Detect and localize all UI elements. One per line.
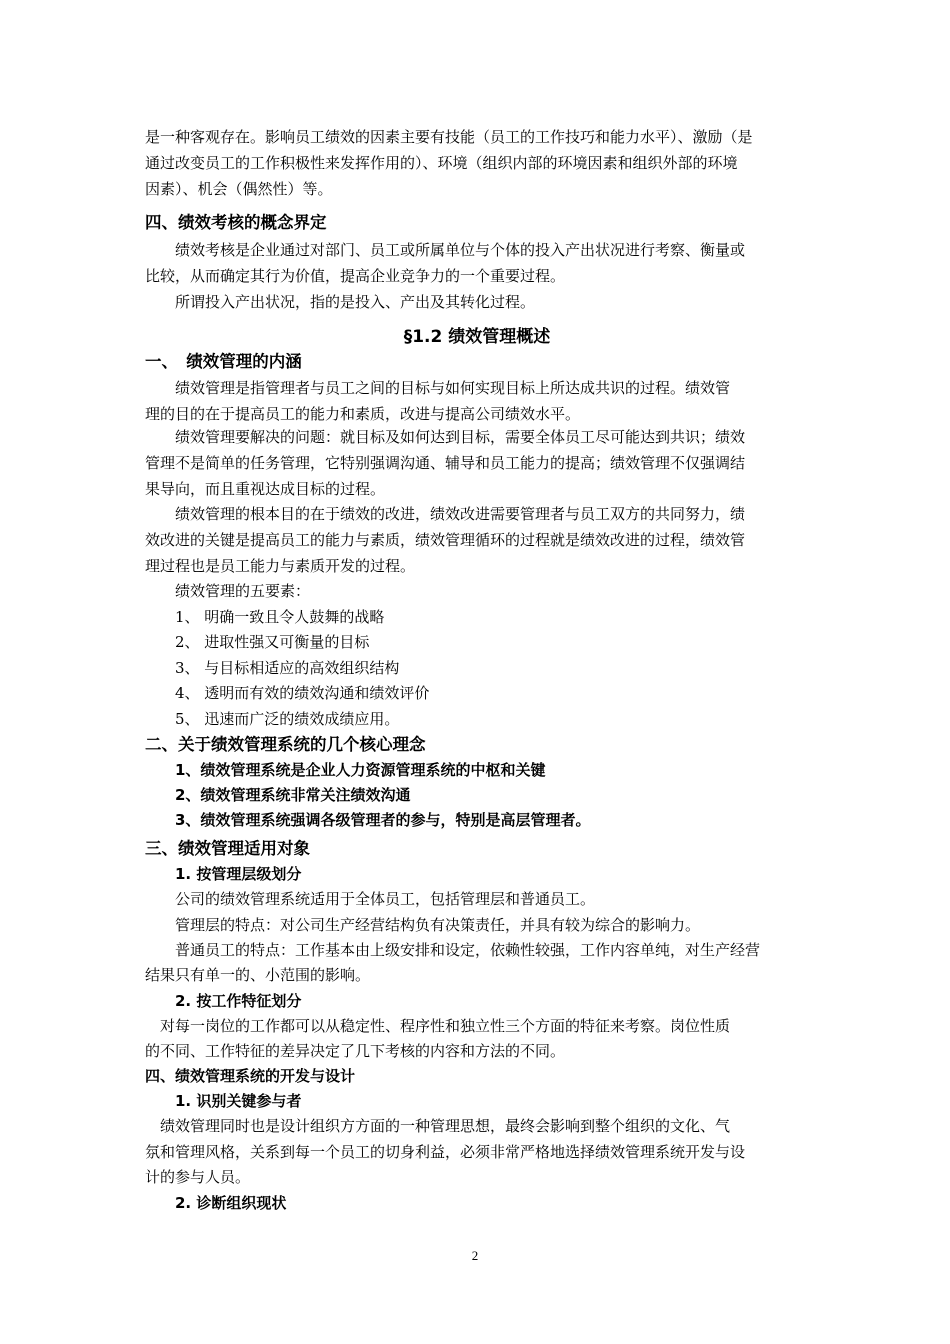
list-item: 5、 迅速而广泛的绩效成绩应用。	[145, 710, 400, 728]
body-text: 绩效管理同时也是设计组织方方面的一种管理思想，最终会影响到整个组织的文化、气	[145, 1117, 731, 1135]
subsection-heading: 1. 按管理层级划分	[145, 865, 302, 883]
body-text: 果导向，而且重视达成目标的过程。	[145, 480, 386, 498]
body-text: 管理层的特点：对公司生产经营结构负有决策责任，并具有较为综合的影响力。	[145, 916, 701, 934]
subsection-heading: 2. 诊断组织现状	[145, 1194, 287, 1212]
section-heading: 三、绩效管理适用对象	[145, 839, 310, 858]
body-text: 氛和管理风格，关系到每一个员工的切身利益，必须非常严格地选择绩效管理系统开发与设	[145, 1143, 746, 1161]
bold-point: 3、绩效管理系统强调各级管理者的参与，特别是高层管理者。	[145, 811, 591, 829]
list-item: 2、 进取性强又可衡量的目标	[145, 633, 370, 651]
body-text: 通过改变员工的工作积极性来发挥作用的）、环境（组织内部的环境因素和组织外部的环境	[145, 154, 738, 172]
body-text: 绩效管理是指管理者与员工之间的目标与如何实现目标上所达成共识的过程。绩效管	[145, 379, 731, 397]
body-text: 普通员工的特点：工作基本由上级安排和设定，依赖性较强，工作内容单纯，对生产经营	[145, 941, 761, 959]
subsection-heading: 1. 识别关键参与者	[145, 1092, 302, 1110]
body-text: 的不同、工作特征的差异决定了几下考核的内容和方法的不同。	[145, 1042, 566, 1060]
body-text: 公司的绩效管理系统适用于全体员工，包括管理层和普通员工。	[145, 890, 596, 908]
section-heading: 四、绩效管理系统的开发与设计	[145, 1067, 356, 1085]
body-text: 理的目的在于提高员工的能力和素质，改进与提高公司绩效水平。	[145, 405, 581, 423]
body-text: 是一种客观存在。影响员工绩效的因素主要有技能（员工的工作技巧和能力水平）、激励（是	[145, 128, 753, 146]
body-text: 对每一岗位的工作都可以从稳定性、程序性和独立性三个方面的特征来考察。岗位性质	[145, 1017, 731, 1035]
body-text: 因素）、机会（偶然性）等。	[145, 180, 333, 198]
list-intro: 绩效管理的五要素：	[145, 582, 311, 600]
page-number: 2	[471, 1248, 479, 1263]
body-text: 结果只有单一的、小范围的影响。	[145, 966, 371, 984]
body-text: 计的参与人员。	[145, 1168, 251, 1186]
list-item: 1、 明确一致且令人鼓舞的战略	[145, 608, 385, 626]
body-text: 效改进的关键是提高员工的能力与素质，绩效管理循环的过程就是绩效改进的过程，绩效管	[145, 531, 746, 549]
section-heading: 二、关于绩效管理系统的几个核心理念	[145, 735, 426, 754]
chapter-title: §1.2 绩效管理概述	[403, 327, 551, 347]
body-text: 理过程也是员工能力与素质开发的过程。	[145, 557, 416, 575]
list-item: 3、 与目标相适应的高效组织结构	[145, 659, 400, 677]
body-text: 所谓投入产出状况，指的是投入、产出及其转化过程。	[145, 293, 536, 311]
body-text: 管理不是简单的任务管理，它特别强调沟通、辅导和员工能力的提高；绩效管理不仅强调结	[145, 454, 746, 472]
section-heading: 一、 绩效管理的内涵	[145, 352, 302, 371]
bold-point: 2、绩效管理系统非常关注绩效沟通	[145, 786, 411, 804]
section-heading: 四、绩效考核的概念界定	[145, 213, 327, 232]
body-text: 绩效考核是企业通过对部门、员工或所属单位与个体的投入产出状况进行考察、衡量或	[145, 241, 746, 259]
bold-point: 1、绩效管理系统是企业人力资源管理系统的中枢和关键	[145, 761, 546, 779]
subsection-heading: 2. 按工作特征划分	[145, 992, 302, 1010]
body-text: 绩效管理的根本目的在于绩效的改进，绩效改进需要管理者与员工双方的共同努力，绩	[145, 505, 746, 523]
body-text: 比较，从而确定其行为价值，提高企业竞争力的一个重要过程。	[145, 267, 566, 285]
list-item: 4、 透明而有效的绩效沟通和绩效评价	[145, 684, 430, 702]
body-text: 绩效管理要解决的问题：就目标及如何达到目标，需要全体员工尽可能达到共识；绩效	[145, 428, 746, 446]
